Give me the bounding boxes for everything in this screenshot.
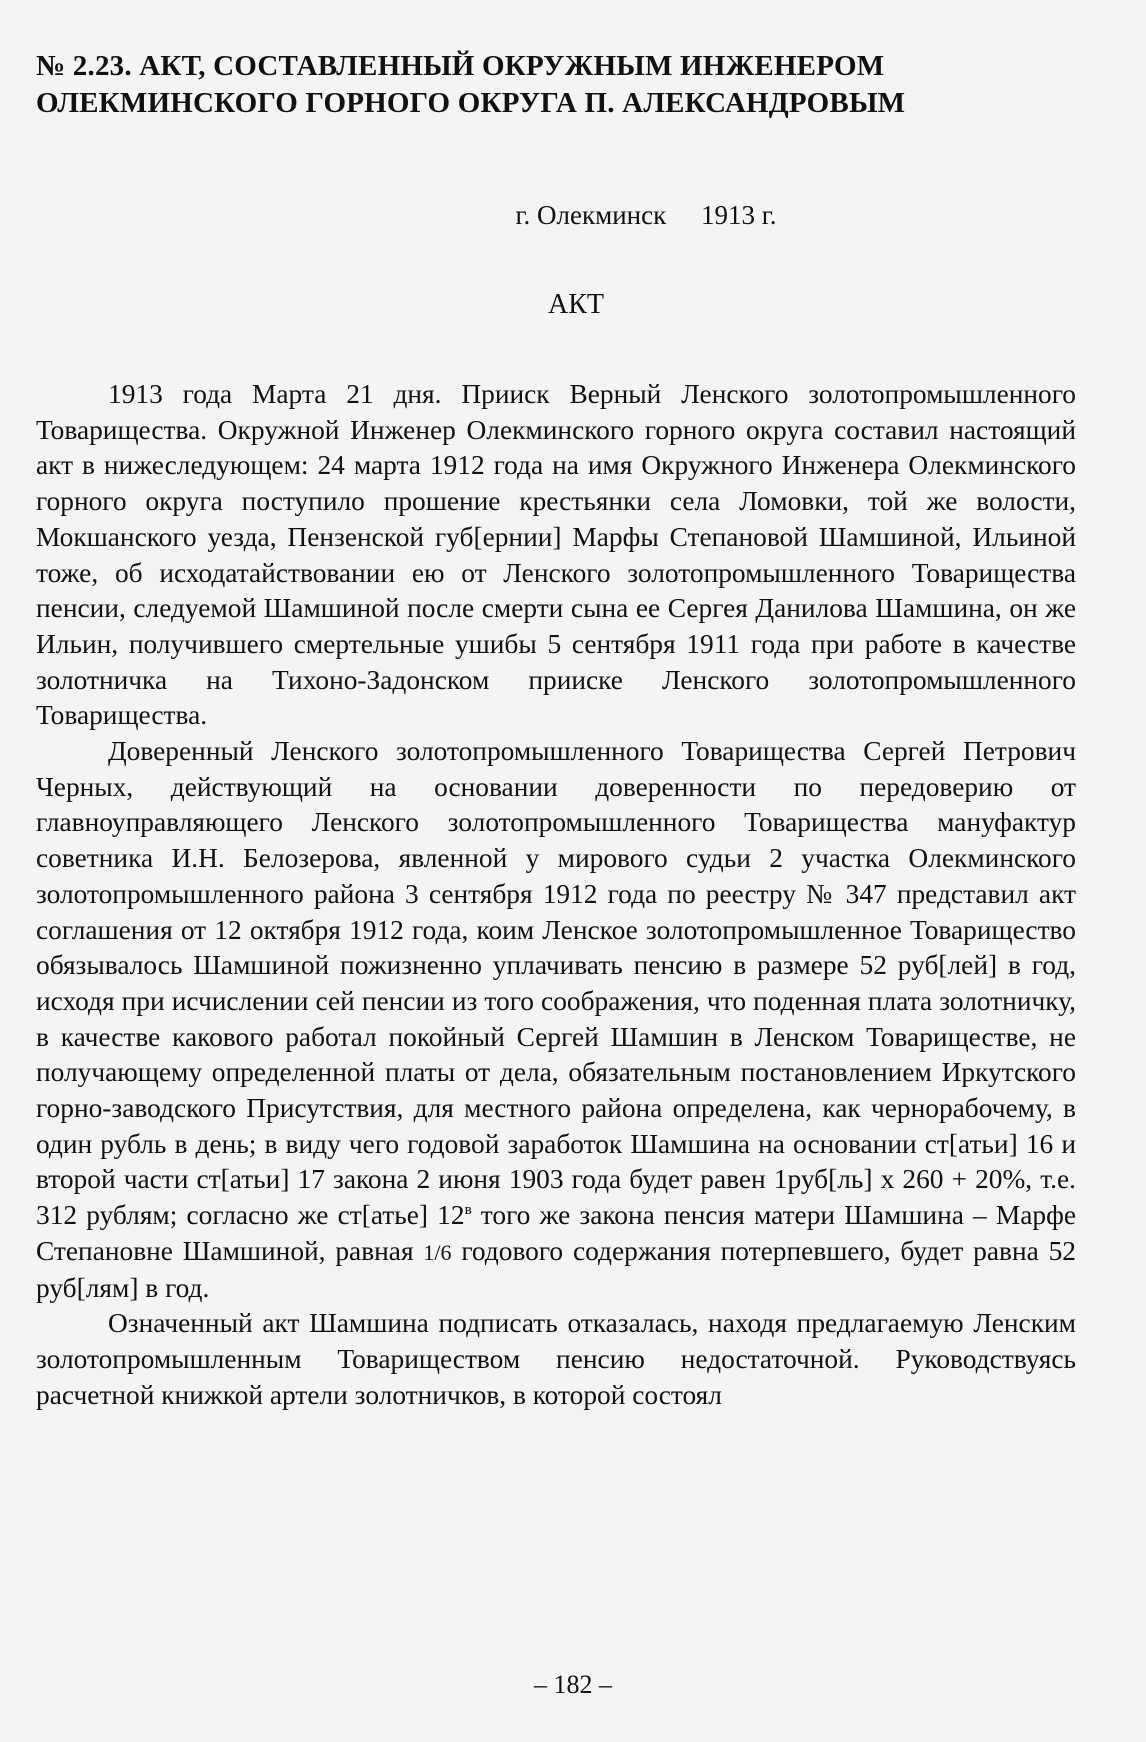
title-line-1: № 2.23. АКТ, СОСТАВЛЕННЫЙ ОКРУЖНЫМ ИНЖЕНЕРОМ: [36, 50, 885, 82]
paragraph-2-part-3: годового содержания потерпевшего, будет равна 52 руб[лям] в год.: [36, 1235, 1076, 1303]
place-date: [36, 200, 1076, 231]
paragraph-2-part-2: того же закона пенсия матери Шамшина – Марфе Степановне Шамшиной, равная: [36, 1200, 1076, 1266]
paragraph-3: Означенный акт Шамшина подписать отказалась, находя предлагаемую Ленским золотопромышленным Товариществом пенсию недостаточной. Руководствуясь расчетной книжкой артели золотничков, в которой состоял: [36, 1308, 1076, 1410]
page-number: – 182 –: [534, 1670, 612, 1699]
place: г. Олекминск: [515, 200, 667, 230]
act-heading: АКТ: [548, 289, 604, 320]
title-line-2: ОЛЕКМИНСКОГО ГОРНОГО ОКРУГА П. АЛЕКСАНДРОВЫМ: [36, 87, 906, 119]
superscript-v: в: [464, 1202, 472, 1219]
year: 1913 г.: [700, 200, 777, 230]
paragraph-2: [36, 734, 1076, 1306]
document-page: [36, 40, 1076, 1700]
paragraph-1: 1913 года Марта 21 дня. Прииск Верный Ленского золотопромышленного Товарищества. Окружной Инженер Олекминского горного округа составил настоящий акт в нижеследующем: 24 марта 1912 года на имя Окружного Инженера Олекминского горного округа поступило прошение крестьянки села Ломовки, той же волости, Мокшанского уезда, Пензенской губ[ернии] Марфы Степановой Шамшиной, Ильиной тоже, об исходатайствовании ею от Ленского золотопромышленного Товарищества пенсии, следуемой Шамшиной после смерти сына ее Сергея Данилова Шамшина, он же Ильин, получившего смертельные ушибы 5 сентября 1911 года при работе в качестве золотничка на Тихоно-Задонском прииске Ленского золотопромышленного Товарищества.: [36, 379, 1076, 731]
paragraph-2-part-1: Доверенный Ленского золотопромышленного Товарищества Сергей Петрович Черных, действующий на основании доверенности по передоверию от главноуправляющего Ленского золотопромышленного Товарищества мануфактур советника И.Н. Белозерова, явленной у мирового судьи 2 участка Олекминского золотопромышленного района 3 сентября 1912 года по реестру № 347 представил акт соглашения от 12 октября 1912 года, коим Ленское золотопромышленное Товарищество обязывалось Шамшиной пожизненно уплачивать пенсию в размере 52 руб[лей] в год, исходя при исчислении сей пенсии из того соображения, что поденная плата золотничку, в качестве какового работал покойный Сергей Шамшин в Ленском Товариществе, не получающему определенной платы от дела, обязательным постановлением Иркутского горно-заводского Присутствия, для местного района определена, как чернорабочему, в один рубль в день; в виду чего годовой заработок Шамшина на основании ст[атьи] 16 и второй части ст[атьи] 17 закона 2 июня 1903 года будет равен 1руб[ль] х 260 + 20%, т.е. 312 рублям; согласно же ст[атье] 12: [36, 736, 1076, 1231]
document-title: [36, 48, 1076, 122]
document-body: [36, 377, 1076, 1413]
fraction-one-sixth: 1/6: [423, 1239, 452, 1265]
